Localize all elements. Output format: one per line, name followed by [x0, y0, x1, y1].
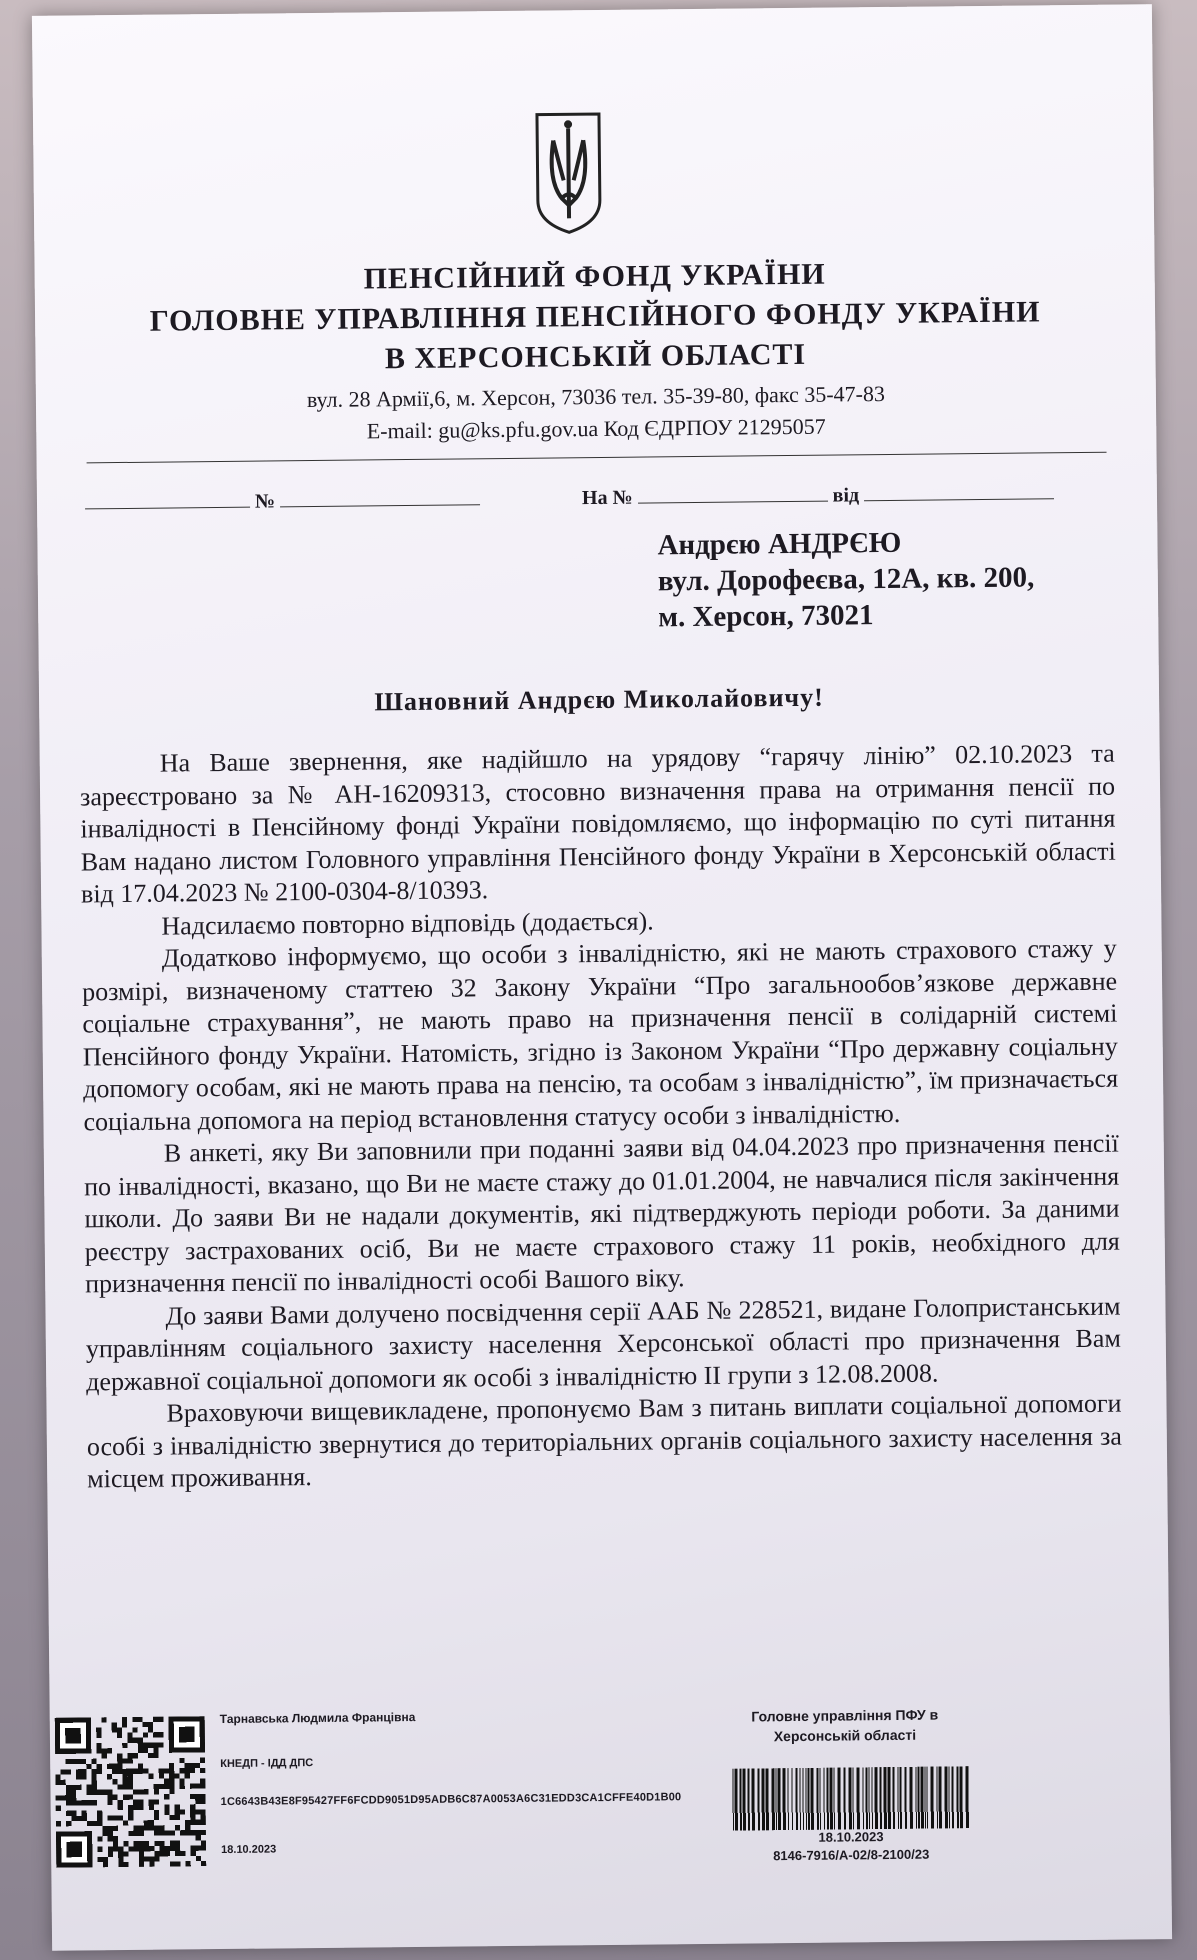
org-contacts: E-mail: gu@ks.pfu.gov.ua Код ЄДРПОУ 21295057 [366, 413, 826, 444]
paragraph: В анкеті, яку Ви заповнили при поданні заяви від 04.04.2023 про призначення пенсії по інвалідності, вказано, що Ви не маєте стажу до 01.01.2004, не навчалися після закінчення школи. До заяви Ви не надали документів, які підтверджують періоди роботи. За даними реєстру застрахованих осіб, Ви не маєте страхового стажу 11 років, необхідного для призначення пенсії по інвалідності особі Вашого віку. [84, 1128, 1120, 1299]
registration-number: 8146-7916/А-02/8-2100/23 [773, 1846, 930, 1864]
date-blank [85, 489, 250, 510]
recipient-street: вул. Дорофеєва, 12А, кв. 200, [657, 561, 1035, 598]
qr-code-icon [55, 1716, 207, 1868]
trident-coat-of-arms-icon [533, 110, 604, 236]
greeting: Шановний Андрєю Миколайовичу! [374, 682, 824, 717]
signature-date: 18.10.2023 [221, 1843, 277, 1857]
na-no-label: На № [581, 486, 633, 510]
no-label: № [254, 490, 276, 513]
outgoing-ref [85, 486, 480, 515]
recipient-block [657, 523, 1035, 635]
letter-body [80, 738, 1123, 1496]
org-address: вул. 28 Армії,6, м. Херсон, 73036 тел. 35-39-80, факс 35-47-83 [306, 381, 886, 413]
registry-org-line1: Головне управління ПФУ в [751, 1706, 939, 1725]
registry-org [720, 1704, 970, 1747]
barcode-icon [730, 1766, 971, 1831]
org-title: ПЕНСІЙНИЙ ФОНД УКРАЇНИ [363, 257, 826, 296]
letter-page [32, 4, 1172, 1951]
incoming-date-blank [864, 480, 1054, 501]
number-blank [280, 486, 480, 507]
registry-org-line2: Херсонській області [773, 1726, 917, 1745]
signature-footer [50, 1694, 1172, 1876]
header-divider [87, 452, 1107, 464]
recipient-name: Андрєю АНДРЄЮ [657, 526, 902, 562]
paragraph: Надсилаємо повторно відповідь (додається). [161, 905, 654, 941]
incoming-ref [582, 480, 1054, 510]
org-subtitle: ГОЛОВНЕ УПРАВЛІННЯ ПЕНСІЙНОГО ФОНДУ УКРАЇНИ [149, 295, 1041, 338]
paragraph: На Ваше звернення, яке надійшло на урядову “гарячу лінію” 02.10.2023 та зареєстровано за № АН-16209313, стосовно визначення права на отримання пенсії по інвалідності в Пенсійному фонді України повідомляємо, що інформацію по суті питання Вам надано листом Головного управління Пенсійного фонду України в Херсонській області від 17.04.2023 № 2100-0304-8/10393. [79, 738, 1116, 909]
recipient-city: м. Херсон, 73021 [658, 599, 874, 634]
registration-date: 18.10.2023 [818, 1829, 884, 1845]
paragraph: До заяви Вами долучено посвідчення серії ААБ № 228521, видане Голопристанським управлінням соціального захисту населення Херсонської області про призначення Вам державної соціальної допомоги як особі з інвалідністю II групи з 12.08.2008. [85, 1291, 1121, 1396]
vid-label: від [832, 484, 860, 507]
signer-name: Тарнавська Людмила Францівна [219, 1709, 416, 1727]
signature-provider: КНЕДП - ІДД ДПС [220, 1757, 314, 1771]
paragraph: Додатково інформуємо, що особи з інвалідністю, які не мають страхового стажу у розмірі, визначеному статтею 32 Закону України “Про загальнообов’язкове державне соціальне страхування”, не мають право на призначення пенсії в солідарній системі Пенсійного фонду України. Натомість, згідно із Законом України “Про державну соціальну допомогу особам, які не мають права на пенсію, та особам з інвалідністю”, їм призначається соціальна допомога на період встановлення статусу особи з інвалідністю. [81, 933, 1119, 1136]
incoming-number-blank [637, 483, 827, 504]
org-region: В ХЕРСОНСЬКІЙ ОБЛАСТІ [384, 337, 807, 376]
signature-hash: 1C6643B43E8F95427FF6FCDD9051D95ADB6C87A0053A6C31EDD3CA1CFFE40D1B00 [220, 1791, 682, 1809]
paragraph: Враховуючи вищевикладене, пропонуємо Вам з питань виплати соціальної допомоги особі з інвалідністю звернутися до територіальних органів соціального захисту населення за місцем проживання. [86, 1388, 1122, 1494]
